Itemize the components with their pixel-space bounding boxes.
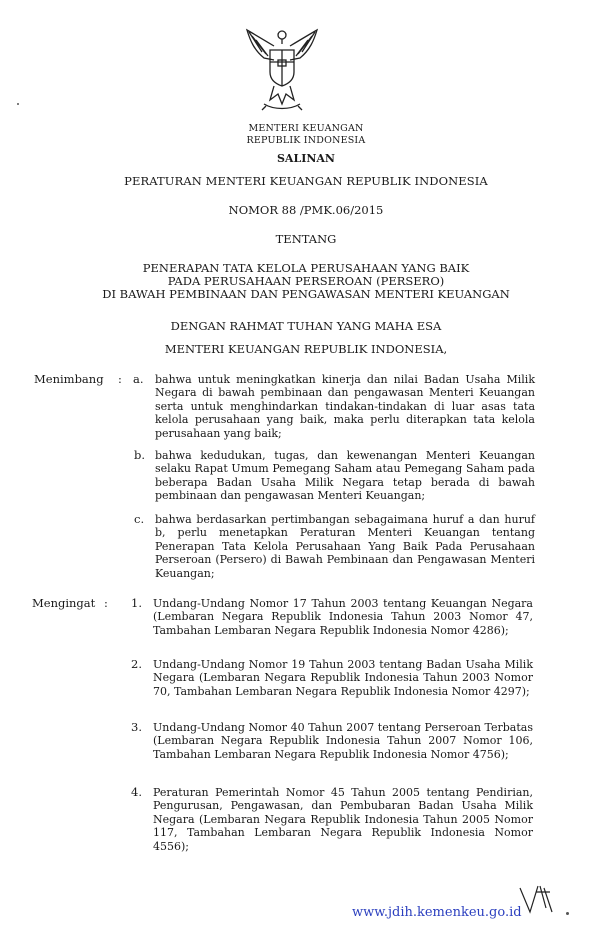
considering-a-mark: a. xyxy=(133,372,144,386)
minister-statement: MENTERI KEUANGAN REPUBLIK INDONESIA, xyxy=(164,342,448,356)
observing-label: Mengingat xyxy=(32,596,96,610)
initial-signature-icon xyxy=(516,882,556,918)
regulation-number: NOMOR 88 /PMK.06/2015 xyxy=(228,203,384,217)
garuda-emblem-icon xyxy=(244,26,320,114)
subject-line-2: PADA PERUSAHAAN PERSEROAN (PERSERO) xyxy=(167,274,445,288)
regulation-title: PERATURAN MENTERI KEUANGAN REPUBLIK INDONESIA xyxy=(124,174,488,188)
ministry-line-1: MENTERI KEUANGAN xyxy=(248,123,364,134)
copy-label: SALINAN xyxy=(276,152,335,165)
grace-statement: DENGAN RAHMAT TUHAN YANG MAHA ESA xyxy=(170,319,442,333)
observing-1-mark: 1. xyxy=(131,596,142,610)
ministry-heading xyxy=(0,123,612,147)
observing-4-mark: 4. xyxy=(131,785,142,799)
scan-speck xyxy=(17,103,19,105)
about-label: TENTANG xyxy=(275,232,337,246)
observing-3-mark: 3. xyxy=(131,720,142,734)
observing-2-mark: 2. xyxy=(131,657,142,671)
observing-1-text: Undang-Undang Nomor 17 Tahun 2003 tentang Keuangan Negara (Lembaran Negara Republik Indonesia Tahun 2003 Nomor 47, Tambahan Lembaran Negara Republik Indonesia Nomor 4286); xyxy=(153,597,533,637)
footer-dot xyxy=(566,912,569,915)
subject-line-1: PENERAPAN TATA KELOLA PERUSAHAAN YANG BAIK xyxy=(142,261,470,275)
considering-c-text: bahwa berdasarkan pertimbangan sebagaimana huruf a dan huruf b, perlu menetapkan Peraturan Menteri Keuangan tentang Penerapan Tata Kelola Perusahaan Yang Baik Pada Perusahaan Perseroan (Persero) di Bawah Pembinaan dan Pengawasan Menteri Keuangan; xyxy=(155,513,535,580)
observing-3-text: Undang-Undang Nomor 40 Tahun 2007 tentang Perseroan Terbatas (Lembaran Negara Republik Indonesia Tahun 2007 Nomor 106, Tambahan Lembaran Negara Republik Indonesia Nomor 4756); xyxy=(153,721,533,761)
considering-b-mark: b. xyxy=(134,448,146,462)
subject-line-3: DI BAWAH PEMBINAAN DAN PENGAWASAN MENTERI KEUANGAN xyxy=(102,287,510,301)
regulation-subject xyxy=(0,262,612,301)
considering-colon: : xyxy=(118,372,122,386)
considering-c-mark: c. xyxy=(134,512,145,526)
observing-4-text: Peraturan Pemerintah Nomor 45 Tahun 2005 tentang Pendirian, Pengurusan, Pengawasan, dan Pembubaran Badan Usaha Milik Negara (Lembaran Negara Republik Indonesia Tahun 2005 Nomor 117, Tambahan Lembaran Negara Republik Indonesia Nomor 4556); xyxy=(153,786,533,853)
considering-a-text: bahwa untuk meningkatkan kinerja dan nilai Badan Usaha Milik Negara di bawah pembinaan dan pengawasan Menteri Keuangan serta untuk menghindarkan tindakan-tindakan di luar asas tata kelola perusahaan yang baik, maka perlu diterapkan tata kelola perusahaan yang baik; xyxy=(155,373,535,440)
considering-label: Menimbang xyxy=(34,372,104,386)
ministry-line-2: REPUBLIK INDONESIA xyxy=(246,135,366,146)
observing-2-text: Undang-Undang Nomor 19 Tahun 2003 tentang Badan Usaha Milik Negara (Lembaran Negara Republik Indonesia Tahun 2003 Nomor 70, Tambahan Lembaran Negara Republik Indonesia Nomor 4297); xyxy=(153,658,533,698)
observing-colon: : xyxy=(104,596,108,610)
footer-url-link[interactable]: www.jdih.kemenkeu.go.id xyxy=(352,905,522,920)
considering-b-text: bahwa kedudukan, tugas, dan kewenangan Menteri Keuangan selaku Rapat Umum Pemegang Saham atau Pemegang Saham pada beberapa Badan Usaha Milik Negara tetap berada di bawah pembinaan dan pengawasan Menteri Keuangan; xyxy=(155,449,535,503)
